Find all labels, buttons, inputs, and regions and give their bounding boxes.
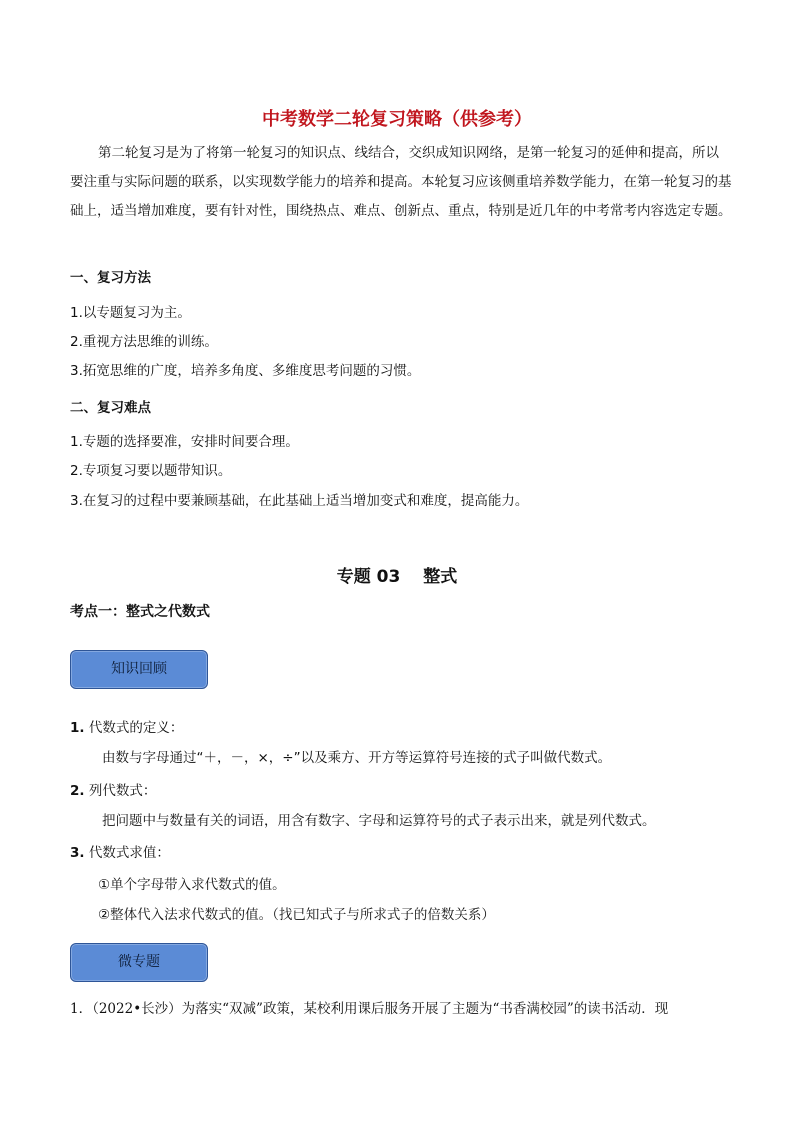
point-1-heading [70, 716, 183, 736]
point-2-heading [70, 779, 156, 799]
method-item: 2.重视方法思维的训练。 [70, 334, 218, 350]
difficulty-item: 2.专项复习要以题带知识。 [70, 463, 232, 479]
point-number: 1. [70, 720, 85, 736]
method-item: 3.拓宽思维的广度，培养多角度、多维度思考问题的习惯。 [70, 363, 421, 379]
point-3-sub-1: ①单个字母带入求代数式的值。 [98, 877, 286, 893]
difficulty-item: 3.在复习的过程中要兼顾基础，在此基础上适当增加变式和难度，提高能力。 [70, 493, 529, 509]
point-3-sub-2: ②整体代入法求代数式的值。（找已知式子与所求式子的倍数关系） [98, 907, 495, 923]
point-label: 代数式的定义： [88, 720, 184, 736]
intro-paragraph: 第二轮复习是为了将第一轮复习的知识点、线结合，交织成知识网络，是第一轮复习的延伸和提高，所以要注重与实际问题的联系，以实现数学能力的培养和提高。本轮复习应该侧重培养数学能力，在第一轮复习的基础上，适当增加难度，要有针对性，围绕热点、难点、创新点、重点，特别是近几年的中考常考内容选定专题。 [70, 145, 732, 219]
section-heading-methods: 一、复习方法 [70, 270, 151, 286]
section-heading-difficulties: 二、复习难点 [70, 400, 151, 416]
exam-point-heading: 考点一：整式之代数式 [70, 604, 210, 620]
question-1: 1．（2022•长沙）为落实“双减”政策，某校利用课后服务开展了主题为“书香满校园”的读书活动．现 [70, 1001, 669, 1017]
knowledge-review-button[interactable]: 知识回顾 [70, 650, 208, 689]
point-number: 3. [70, 845, 85, 861]
difficulty-item: 1.专题的选择要准，安排时间要合理。 [70, 434, 299, 450]
point-label: 列代数式： [88, 783, 157, 799]
page-title: 中考数学二轮复习策略（供参考） [262, 109, 532, 130]
micro-topic-button[interactable]: 微专题 [70, 943, 208, 982]
point-3-heading [70, 841, 170, 861]
point-1-body: 由数与字母通过“＋，－，×，÷”以及乘方、开方等运算符号连接的式子叫做代数式。 [102, 750, 612, 766]
point-2-body: 把问题中与数量有关的词语，用含有数字、字母和运算符号的式子表示出来，就是列代数式。 [102, 813, 656, 829]
point-number: 2. [70, 783, 85, 799]
topic-title: 专题 03 整式 [336, 567, 458, 587]
point-label: 代数式求值： [88, 845, 170, 861]
method-item: 1.以专题复习为主。 [70, 305, 191, 321]
